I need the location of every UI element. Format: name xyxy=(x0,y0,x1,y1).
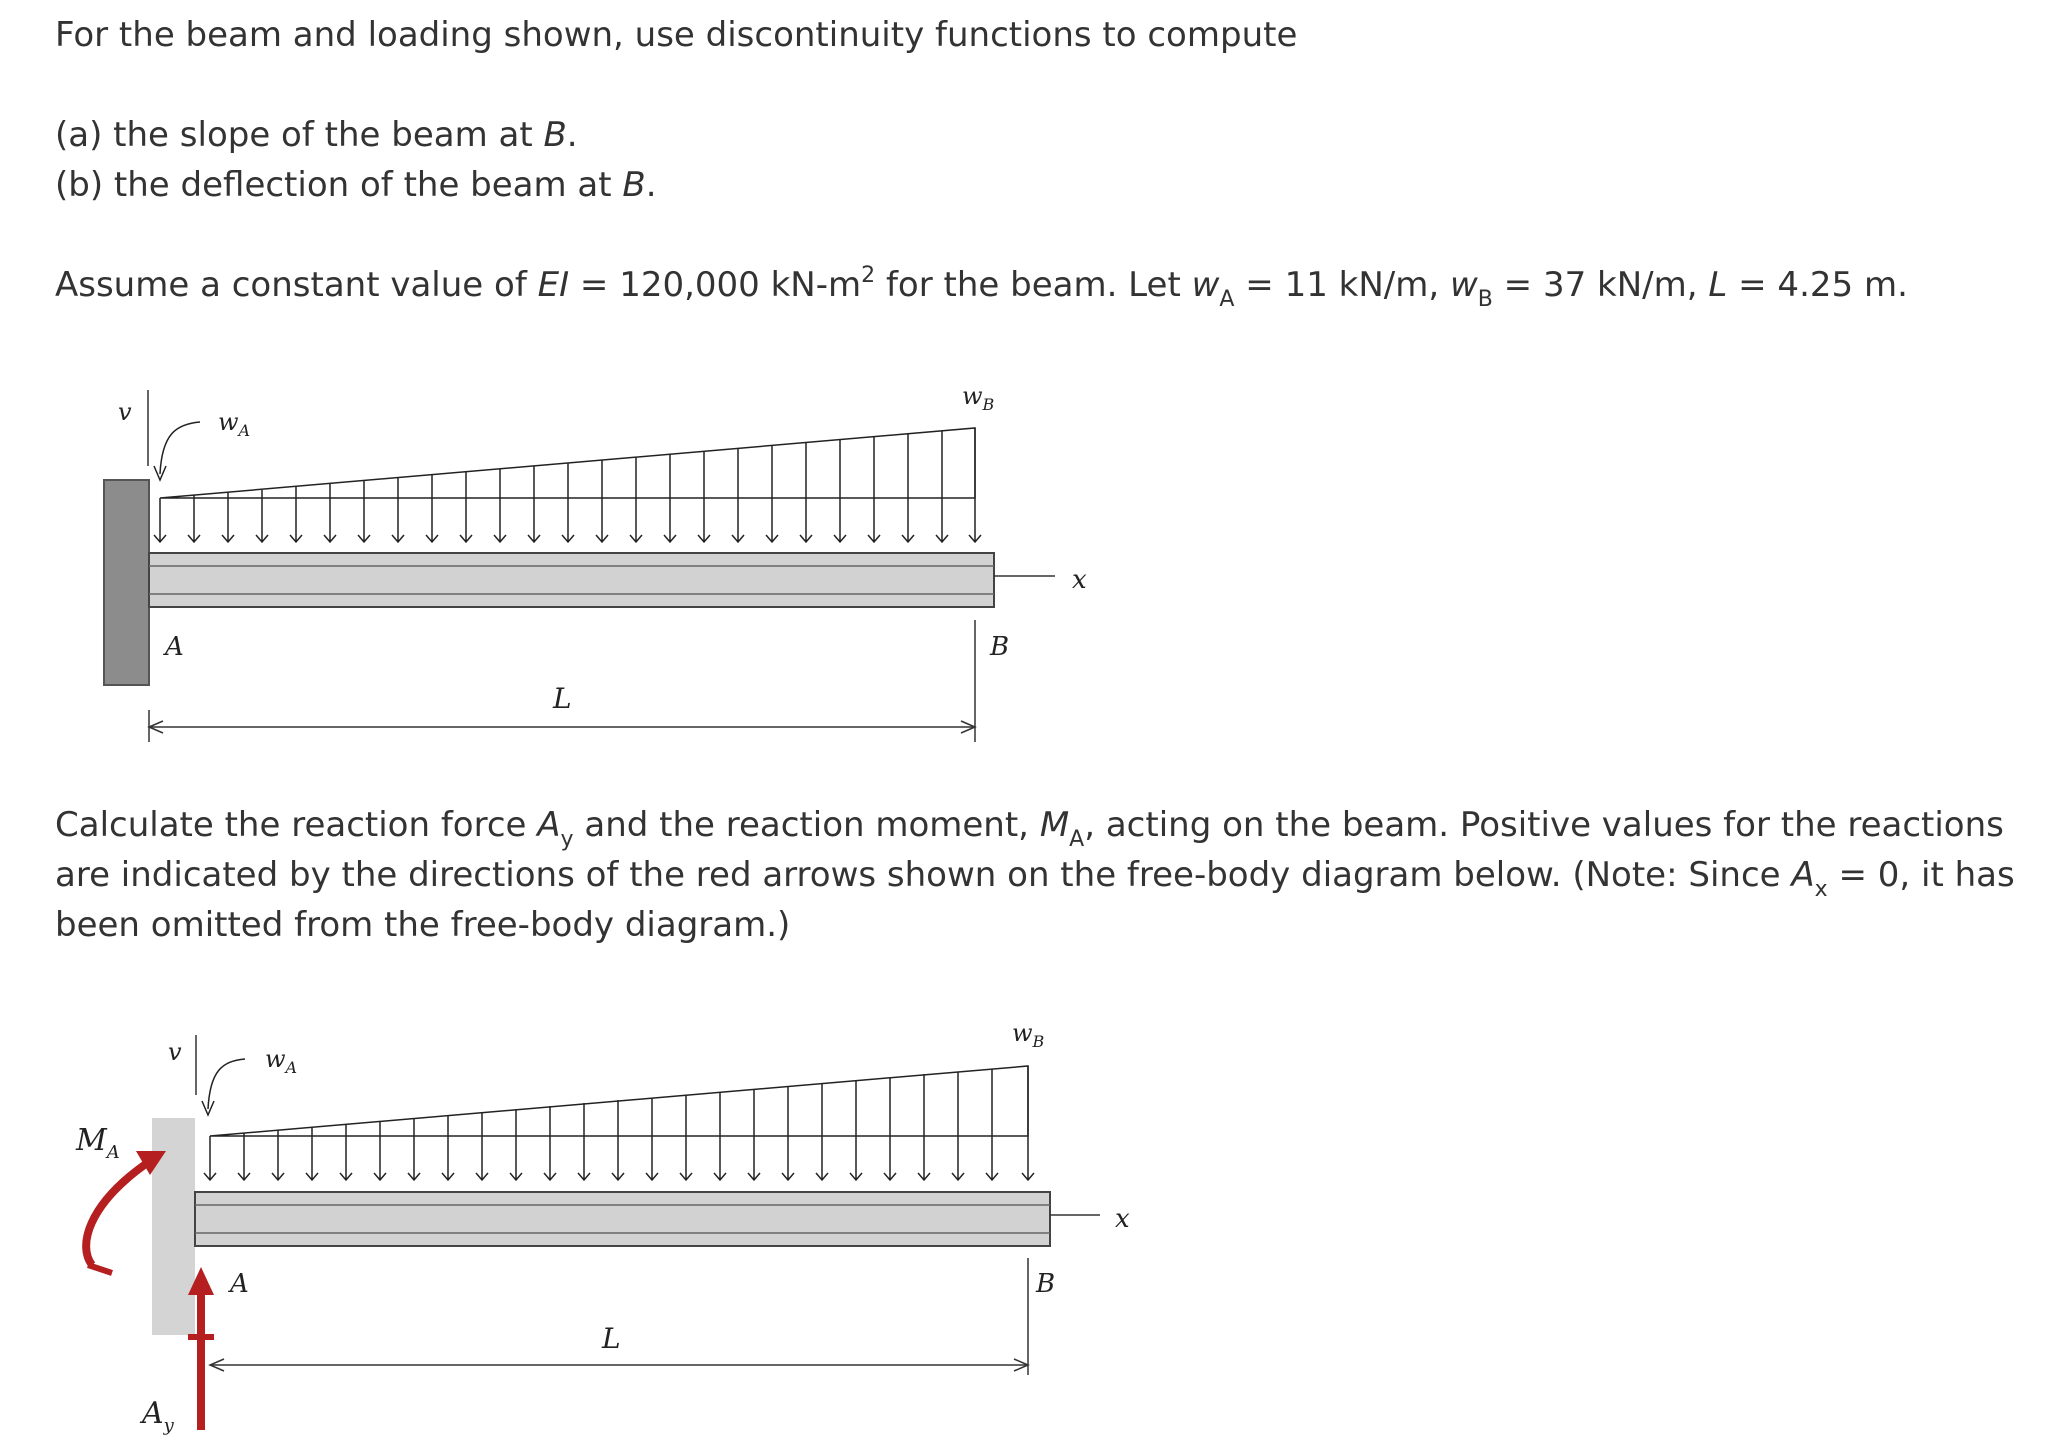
ay-label-a: A xyxy=(142,1396,164,1431)
fbd-beam xyxy=(195,1192,1050,1246)
part-b xyxy=(55,160,657,210)
assume-t2: = 120,000 kN-m xyxy=(569,265,862,305)
assume-wa: w xyxy=(1191,265,1220,305)
assume-exp: 2 xyxy=(861,262,876,288)
fbd-wb-label xyxy=(1012,1019,1045,1051)
ma-label xyxy=(75,1123,120,1163)
calc-t2: and the reaction moment, xyxy=(573,805,1040,845)
part-a xyxy=(55,110,578,160)
assume-ei: EI xyxy=(537,265,570,305)
calc-a: A xyxy=(537,805,561,845)
beam xyxy=(149,553,994,607)
fbd-load-arrows xyxy=(204,1066,1034,1180)
point-b-label: B xyxy=(990,632,1010,662)
x-axis-label: x xyxy=(1072,565,1087,595)
fbd-load-outline xyxy=(210,1066,1028,1136)
wb-label-w: w xyxy=(962,382,983,410)
assume-wb: w xyxy=(1449,265,1478,305)
assume-t4: = 11 kN/m, xyxy=(1234,265,1450,305)
wa-label-sub: A xyxy=(238,421,251,440)
part-b-suffix: . xyxy=(645,165,657,205)
beam-figure xyxy=(0,370,1150,750)
calc-ax-sub: x xyxy=(1814,876,1828,902)
assume-wa-sub: A xyxy=(1219,286,1235,312)
part-a-suffix: . xyxy=(566,115,578,155)
length-label: L xyxy=(553,682,572,715)
calc-ax: A xyxy=(1791,855,1815,895)
part-b-prefix: (b) the deflection of the beam at xyxy=(55,165,623,205)
fbd-v-axis-label: v xyxy=(168,1038,182,1066)
assume-t5: = 37 kN/m, xyxy=(1492,265,1709,305)
reaction-instructions xyxy=(55,800,2045,950)
load-arrows xyxy=(154,428,981,542)
wa-label-w: w xyxy=(218,408,239,436)
ma-label-m: M xyxy=(76,1123,107,1158)
fixed-wall xyxy=(104,480,149,685)
fbd-x-axis-label: x xyxy=(1115,1204,1130,1234)
wb-label xyxy=(962,382,995,414)
calc-t3: , acting on the beam. Positive values for the reactions are indicated by the directions of the red arrows shown on the free-body diagram below. (Note: Since xyxy=(55,805,2004,895)
part-b-point: B xyxy=(622,165,646,205)
free-body-diagram xyxy=(0,1015,1200,1444)
point-a-label: A xyxy=(165,632,184,662)
fbd-wb-label-sub: B xyxy=(1032,1032,1045,1051)
wb-label-sub: B xyxy=(982,395,995,414)
assume-l: L xyxy=(1708,265,1728,305)
fbd-wall xyxy=(152,1118,195,1335)
intro-text: For the beam and loading shown, use discontinuity functions to compute xyxy=(55,15,1298,55)
ay-label-sub: y xyxy=(163,1415,174,1436)
ma-label-sub: A xyxy=(106,1142,120,1163)
moment-arrow xyxy=(86,1161,150,1265)
calc-a-sub: y xyxy=(560,826,574,852)
fbd-length-label: L xyxy=(602,1322,621,1355)
wa-label xyxy=(218,408,250,440)
part-a-prefix: (a) the slope of the beam at xyxy=(55,115,544,155)
fbd-wa-label-w: w xyxy=(265,1045,286,1073)
v-axis-label: v xyxy=(118,398,132,426)
fbd-point-b-label: B xyxy=(1036,1269,1056,1299)
calc-t4: = 0, it has been omitted from the free-body diagram.) xyxy=(55,855,2015,945)
assume-t6: = 4.25 m. xyxy=(1727,265,1908,305)
fbd-wa-label-sub: A xyxy=(285,1058,298,1077)
calc-t1: Calculate the reaction force xyxy=(55,805,538,845)
ay-label xyxy=(139,1396,175,1436)
assumption-text xyxy=(55,260,1908,310)
fbd-wa-label xyxy=(265,1045,297,1077)
calc-m-sub: A xyxy=(1069,826,1085,852)
assume-t3: for the beam. Let xyxy=(875,265,1192,305)
assume-wb-sub: B xyxy=(1477,286,1493,312)
fbd-wb-label-w: w xyxy=(1012,1019,1033,1047)
fbd-point-a-label: A xyxy=(230,1269,249,1299)
assume-t1: Assume a constant value of xyxy=(55,265,538,305)
part-a-point: B xyxy=(543,115,567,155)
calc-m: M xyxy=(1039,805,1070,845)
